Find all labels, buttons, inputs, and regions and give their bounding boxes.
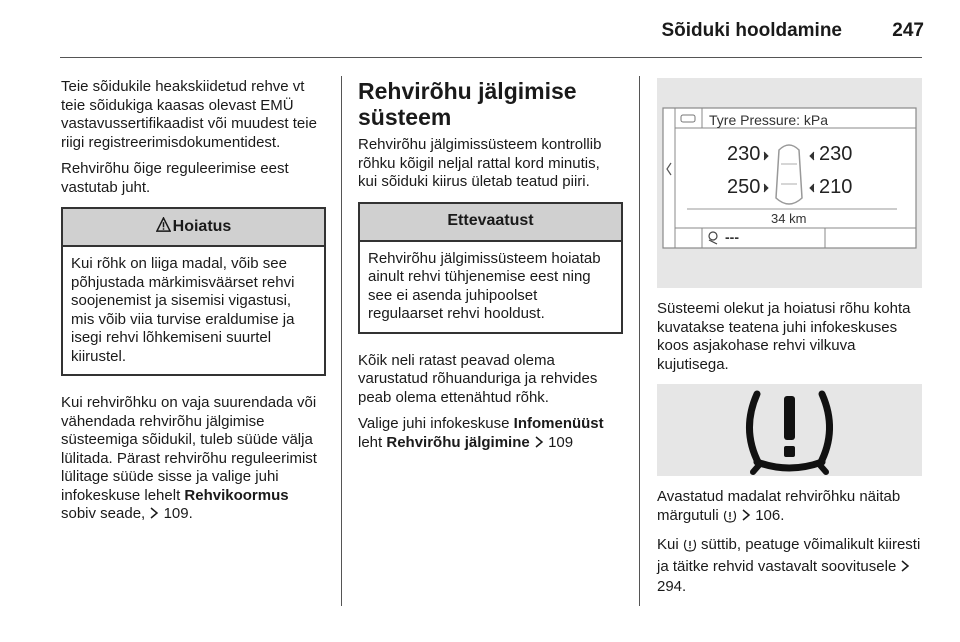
tyre-pressure-display-illustration (657, 78, 922, 288)
page-reference: 106. (755, 506, 785, 524)
tpms-warning-light-illustration (657, 384, 922, 476)
menu-term-tyre-load: Rehvikoormus (184, 486, 289, 504)
paragraph-system-status: Süsteemi olekut ja hoiatusi rõhu kohta kuvatakse teatena juhi infokeskuses koos asjakohase rehvi vilkuva kujutisega. (657, 300, 911, 373)
tyre-pressure-warning-icon (657, 384, 922, 476)
section-heading: Rehvirõhu jälgimise süsteem (358, 78, 577, 130)
paragraph-low-pressure-text: Avastatud madalat rehvirõhku näitab märgutuli (657, 488, 901, 524)
column-divider-1 (341, 76, 342, 606)
paragraph-system-description: Rehvirõhu jälgimissüsteem kontrollib rõhku kõigil neljal rattal kord minutis, kui sõiduki kiirus ületab teatud piiri. (358, 136, 602, 190)
caution-text: Rehvirõhu jälgimissüsteem hoiatab ainult rehvi tühjenemise eest ning see ei asenda juhipoolset regulaarset rehvi hooldust. (368, 249, 601, 322)
pressure-front-left: 230 (727, 143, 761, 165)
menu-term-info-menu: Infomenüüst (513, 415, 604, 432)
menu-term-tpms: Rehvirõhu jälgimine (386, 433, 530, 451)
paragraph-stop-text-2: süttib, peatuge võimalikult kiiresti ja täitke rehvid vastavalt soovitusele (657, 536, 921, 575)
column-3 (657, 78, 922, 605)
paragraph-driver-responsibility: Rehvirõhu õige reguleerimise eest vastutab juht. (61, 160, 289, 196)
pressure-rear-left: 250 (727, 176, 761, 198)
paragraph-select-text: Valige juhi infokeskuse (358, 415, 510, 432)
paragraph-low-pressure-light (657, 488, 922, 528)
column-divider-2 (639, 76, 640, 606)
paragraph-adjust-pressure (61, 394, 326, 526)
paragraph-adjust-text: Kui rehvirõhku on vaja suurendada või vähendada rehvirõhu jälgimise süsteemiga sõidukil, tuleb süüde välja lülitada. Pärast rehvirõhu reguleerimist lülitage süüde sisse ja valige juhi infokeskuse lehelt (61, 394, 317, 504)
warning-title: Hoiatus (172, 217, 232, 235)
column-1 (61, 78, 326, 534)
paragraph-select-text-2: leht (358, 433, 383, 451)
paragraph-approved-tyres: Teie sõidukile heakskiidetud rehve vt teie sõidukiga kaasas olevast EMÜ vastavussertifikaadist või muudest teie riigi registreerimisdokumentidest. (61, 78, 317, 151)
paragraph-sensors: Kõik neli ratast peavad olema varustatud rõhuanduriga ja rehvides peab olema ettenähtud rõhk. (358, 351, 598, 406)
page-reference: 109. (163, 505, 193, 522)
header-divider (60, 57, 922, 58)
display-status: --- (725, 229, 739, 245)
tyre-pressure-warning-icon (683, 538, 697, 558)
warning-text: Kui rõhk on liiga madal, võib see põhjustada märkimisväärset rehvi soojenemist ja sisemisi vigastusi, mis võib viia turvise eraldumise ja isegi rehvi lõhkemiseni suurtel kiirustel. (71, 255, 295, 365)
pressure-rear-right: 210 (819, 176, 853, 198)
page-reference-arrow-icon (741, 508, 751, 528)
caution-box (358, 202, 623, 334)
display-distance: 34 km (771, 211, 807, 226)
pressure-front-right: 230 (819, 143, 853, 165)
display-title: Tyre Pressure: kPa (709, 112, 829, 128)
caution-title: Ettevaatust (447, 212, 534, 230)
page-reference-arrow-icon (149, 506, 159, 526)
page-reference: 294. (657, 578, 687, 595)
page-header (0, 0, 960, 50)
tyre-pressure-warning-icon (723, 509, 737, 529)
page-reference-arrow-icon (900, 559, 910, 579)
paragraph-stop-inflate (657, 536, 922, 597)
warning-triangle-icon (156, 217, 171, 238)
paragraph-stop-text: Kui (657, 536, 679, 553)
page-reference-arrow-icon (534, 435, 544, 455)
page-number: 247 (892, 20, 924, 41)
page-title: Sõiduki hooldamine (661, 20, 842, 41)
warning-box-header (63, 209, 324, 247)
page-reference: 109 (548, 433, 574, 451)
warning-box (61, 207, 326, 376)
caution-box-header (360, 204, 621, 242)
paragraph-adjust-text-2: sobiv seade, (61, 505, 146, 522)
paragraph-select-page (358, 415, 623, 454)
column-2 (358, 78, 623, 462)
